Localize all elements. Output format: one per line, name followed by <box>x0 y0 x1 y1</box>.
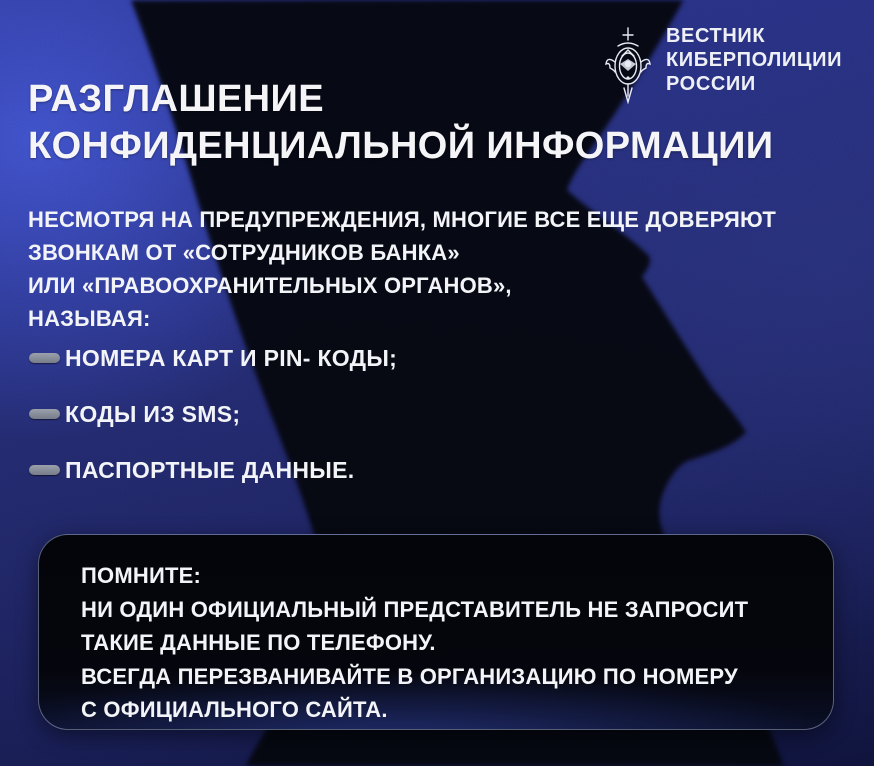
reminder-line: С ОФИЦИАЛЬНОГО САЙТА. <box>81 697 388 722</box>
list-item-label: НОМЕРА КАРТ И PIN- КОДЫ; <box>65 344 398 371</box>
list-item <box>29 342 397 374</box>
reminder-line: ПОМНИТЕ: <box>81 563 201 588</box>
dash-bullet-icon <box>29 465 60 475</box>
intro-line: ИЛИ «ПРАВООХРАНИТЕЛЬНЫХ ОРГАНОВ», <box>28 273 512 298</box>
list-item <box>29 398 397 430</box>
list-item-label: ПАСПОРТНЫЕ ДАННЫЕ. <box>65 456 355 483</box>
intro-line: НАЗЫВАЯ: <box>28 306 151 331</box>
brand-line: КИБЕРПОЛИЦИИ <box>666 49 843 71</box>
list-item-label: КОДЫ ИЗ SMS; <box>65 400 241 427</box>
brand-line: ВЕСТНИК <box>666 25 766 47</box>
dash-bullet-icon <box>29 409 60 419</box>
brand-line: РОССИИ <box>666 73 756 95</box>
title-line-2: КОНФИДЕНЦИАЛЬНОЙ ИНФОРМАЦИИ <box>28 125 774 167</box>
intro-line: ЗВОНКАМ ОТ «СОТРУДНИКОВ БАНКА» <box>28 240 460 265</box>
disclosed-data-list <box>29 342 397 510</box>
title-line-1: РАЗГЛАШЕНИЕ <box>28 78 324 120</box>
intro-paragraph <box>28 203 776 335</box>
list-item <box>29 454 397 486</box>
dash-bullet-icon <box>29 353 60 363</box>
page-title <box>28 76 774 170</box>
reminder-box <box>38 534 834 730</box>
reminder-line: ТАКИЕ ДАННЫЕ ПО ТЕЛЕФОНУ. <box>81 630 436 655</box>
reminder-text <box>81 559 803 727</box>
reminder-line: ВСЕГДА ПЕРЕЗВАНИВАЙТЕ В ОРГАНИЗАЦИЮ ПО НОМЕРУ <box>81 663 738 689</box>
reminder-line: НИ ОДИН ОФИЦИАЛЬНЫЙ ПРЕДСТАВИТЕЛЬ НЕ ЗАПРОСИТ <box>81 596 749 622</box>
intro-line: НЕСМОТРЯ НА ПРЕДУПРЕЖДЕНИЯ, МНОГИЕ ВСЕ ЕЩЕ ДОВЕРЯЮТ <box>28 207 776 232</box>
